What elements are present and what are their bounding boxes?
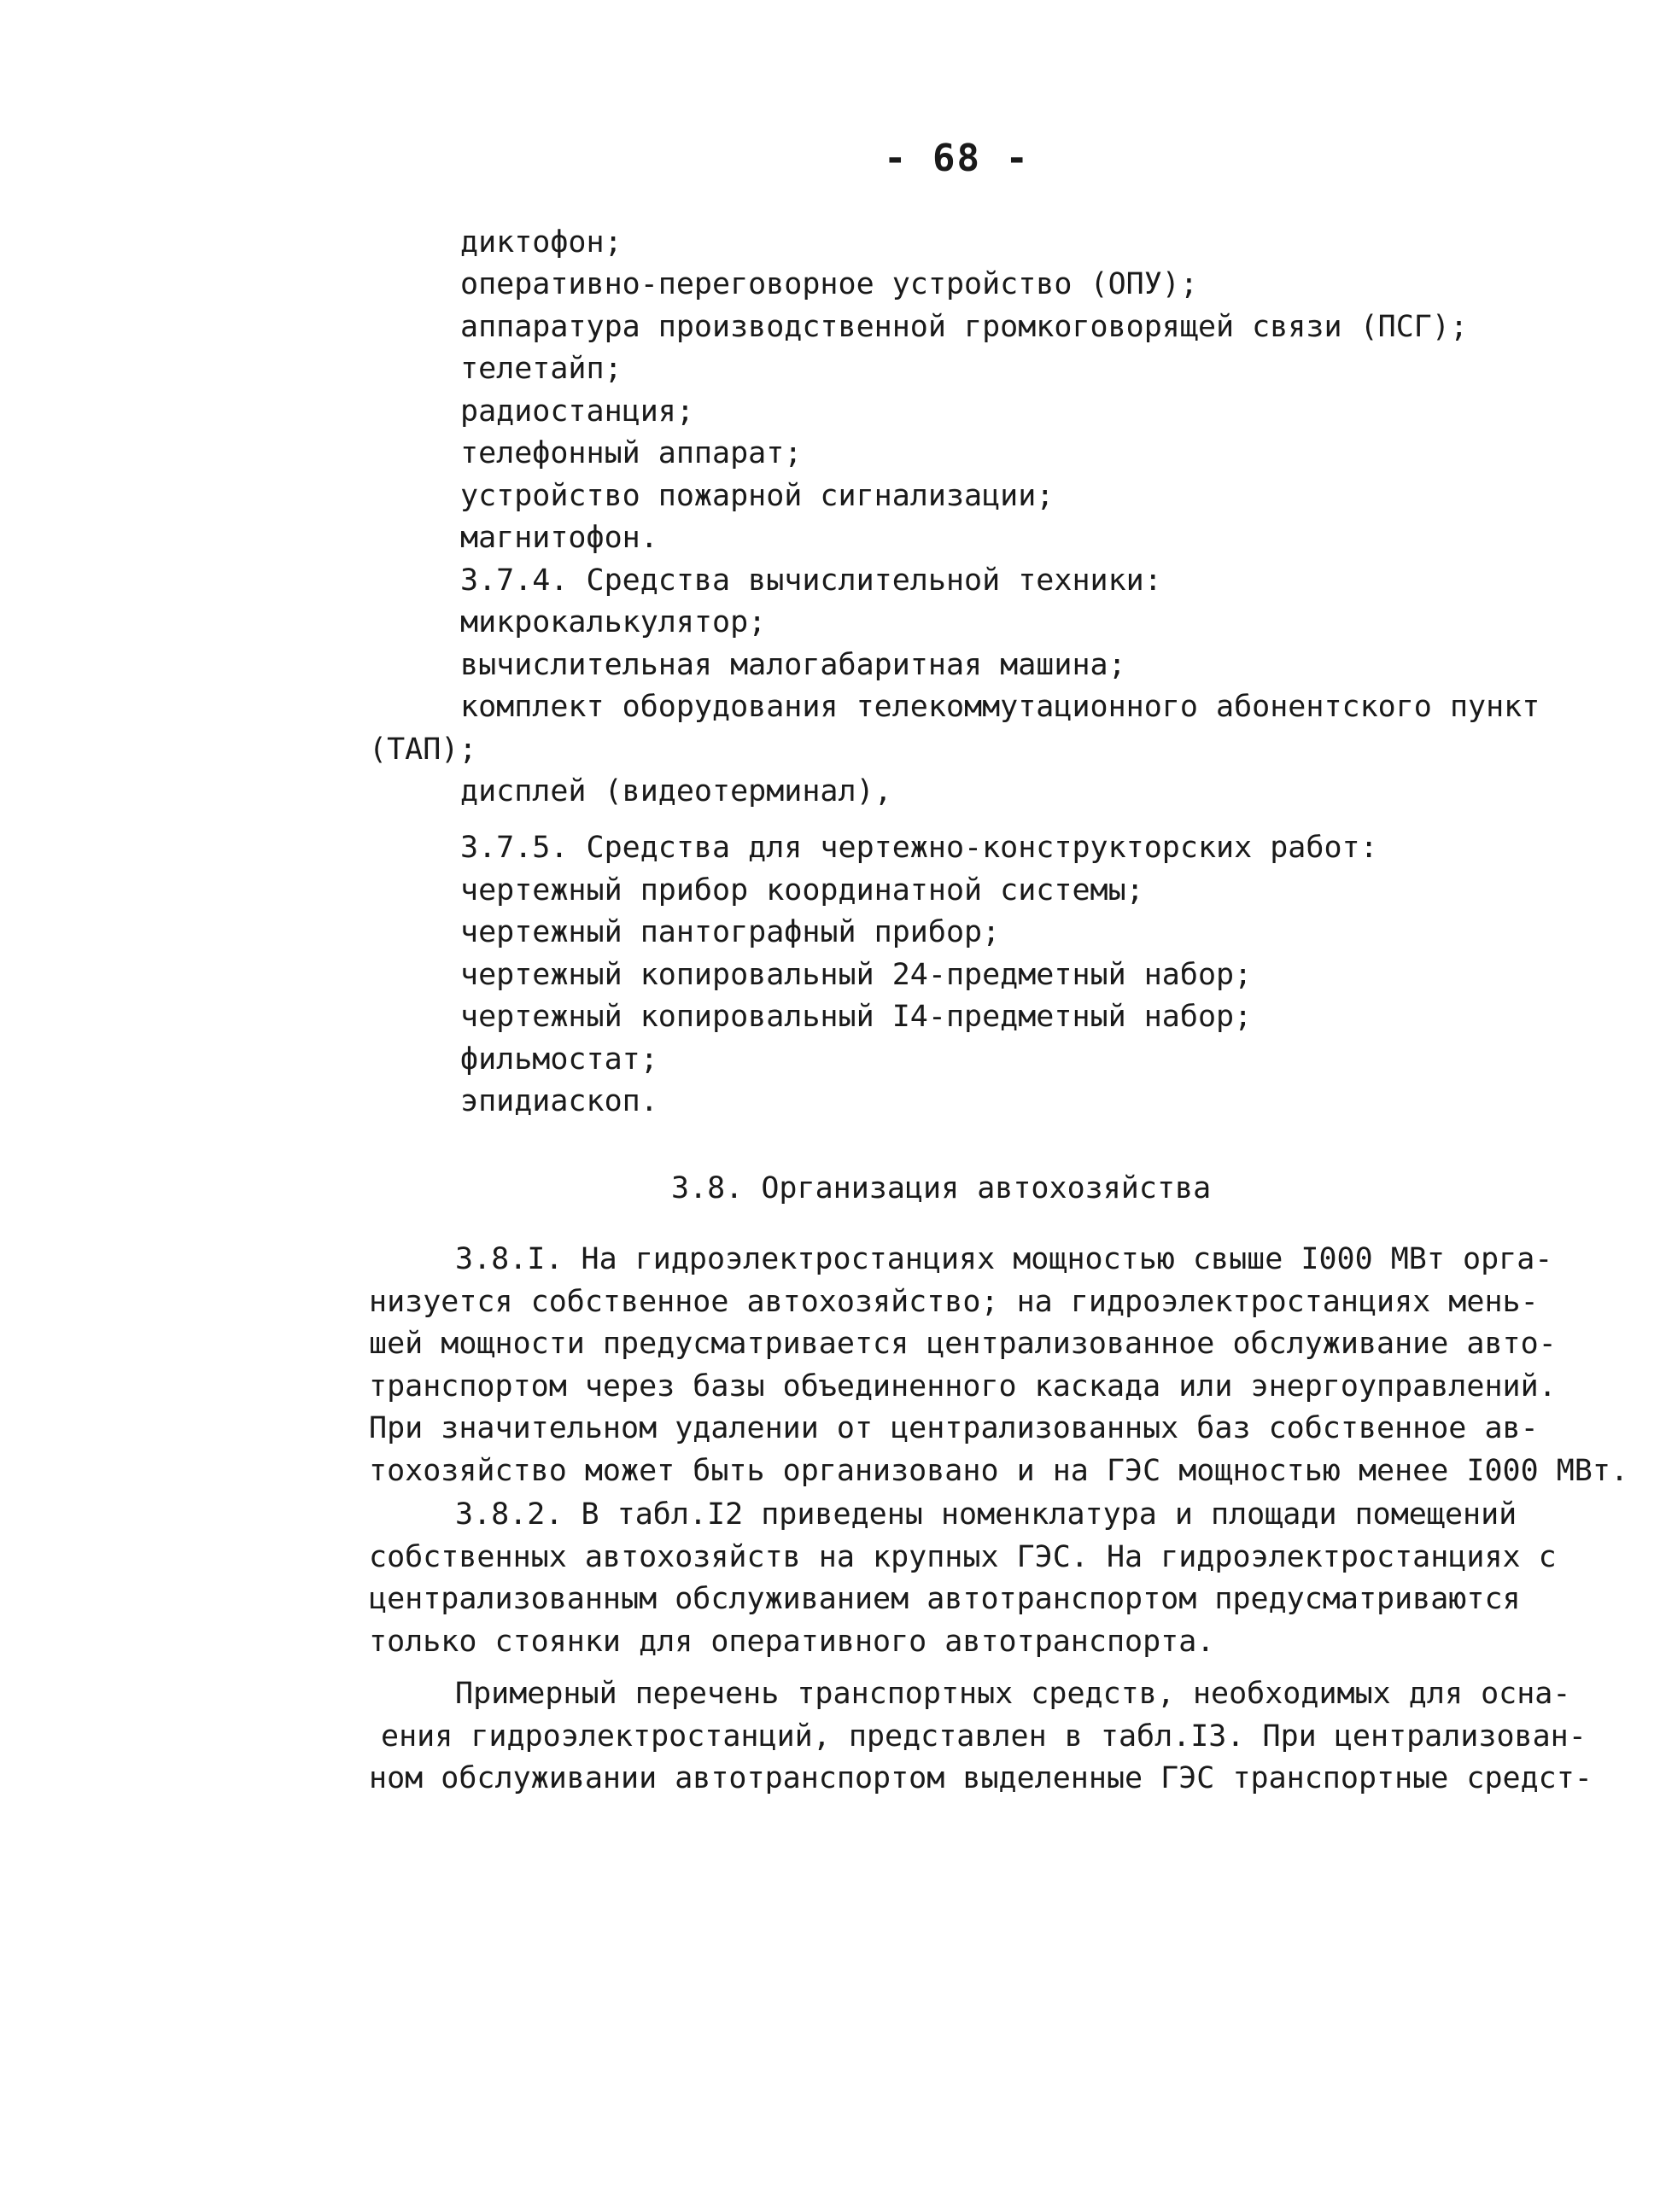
list-item: эпидиаскоп.	[460, 1084, 658, 1118]
paragraph-line: ном обслуживании автотранспортом выделенные ГЭС транспортные средст-	[369, 1761, 1593, 1795]
paragraph-line: 3.8.2. В табл.I2 приведены номенклатура и площади помещений	[455, 1497, 1517, 1532]
list-item: чертежный копировальный I4-предметный набор;	[460, 1000, 1253, 1034]
paragraph-line: Примерный перечень транспортных средств, необходимых для осна-	[455, 1677, 1571, 1711]
list-item: оперативно-переговорное устройство (ОПУ);	[460, 267, 1198, 301]
paragraph-line: только стоянки для оперативного автотранспорта.	[369, 1625, 1215, 1659]
subsection-heading-3-7-4: 3.7.4. Средства вычислительной техники:	[460, 563, 1162, 598]
paragraph-line: собственных автохозяйств на крупных ГЭС. На гидроэлектростанциях с	[369, 1540, 1557, 1574]
list-item: комплект оборудования телекоммутационного абонентского пункт	[460, 690, 1540, 724]
paragraph-line: При значительном удалении от централизованных баз собственное ав-	[369, 1411, 1539, 1445]
subsection-heading-3-7-5: 3.7.5. Средства для чертежно-конструкторских работ:	[460, 831, 1378, 865]
list-item: чертежный пантографный прибор;	[460, 915, 1001, 949]
list-item: вычислительная малогабаритная машина;	[460, 648, 1126, 682]
list-item: чертежный прибор координатной системы;	[460, 873, 1144, 908]
list-item: микрокалькулятор;	[460, 605, 767, 639]
list-item: устройство пожарной сигнализации;	[460, 479, 1055, 513]
paragraph-line: шей мощности предусматривается централизованное обслуживание авто-	[369, 1327, 1557, 1361]
section-title: 3.8. Организация автохозяйства	[671, 1171, 1212, 1205]
paragraph-line: ения гидроэлектростанций, представлен в табл.I3. При централизован-	[381, 1719, 1587, 1754]
paragraph-line: тохозяйство может быть организовано и на ГЭС мощностью менее I000 МВт.	[369, 1454, 1629, 1488]
list-item: фильмостат;	[460, 1042, 658, 1077]
list-item: чертежный копировальный 24-предметный набор;	[460, 958, 1253, 992]
paragraph-line: централизованным обслуживанием автотранспортом предусматриваются	[369, 1582, 1521, 1616]
list-item: радиостанция;	[460, 394, 694, 429]
list-item: магнитофон.	[460, 521, 658, 555]
list-item: дисплей (видеотерминал),	[460, 774, 892, 808]
list-item: аппаратура производственной громкоговорящей связи (ПСГ);	[460, 310, 1469, 344]
paragraph-line: транспортом через базы объединенного каскада или энергоуправлений.	[369, 1369, 1557, 1404]
list-item-continuation: (ТАП);	[369, 732, 477, 767]
list-item: диктофон;	[460, 225, 622, 260]
list-item: телетайп;	[460, 352, 622, 386]
paragraph-line: низуется собственное автохозяйство; на гидроэлектростанциях мень-	[369, 1285, 1539, 1319]
list-item: телефонный аппарат;	[460, 436, 803, 470]
page-number: - 68 -	[884, 137, 1030, 180]
paragraph-line: 3.8.I. На гидроэлектростанциях мощностью свыше I000 МВт орга-	[455, 1242, 1553, 1276]
